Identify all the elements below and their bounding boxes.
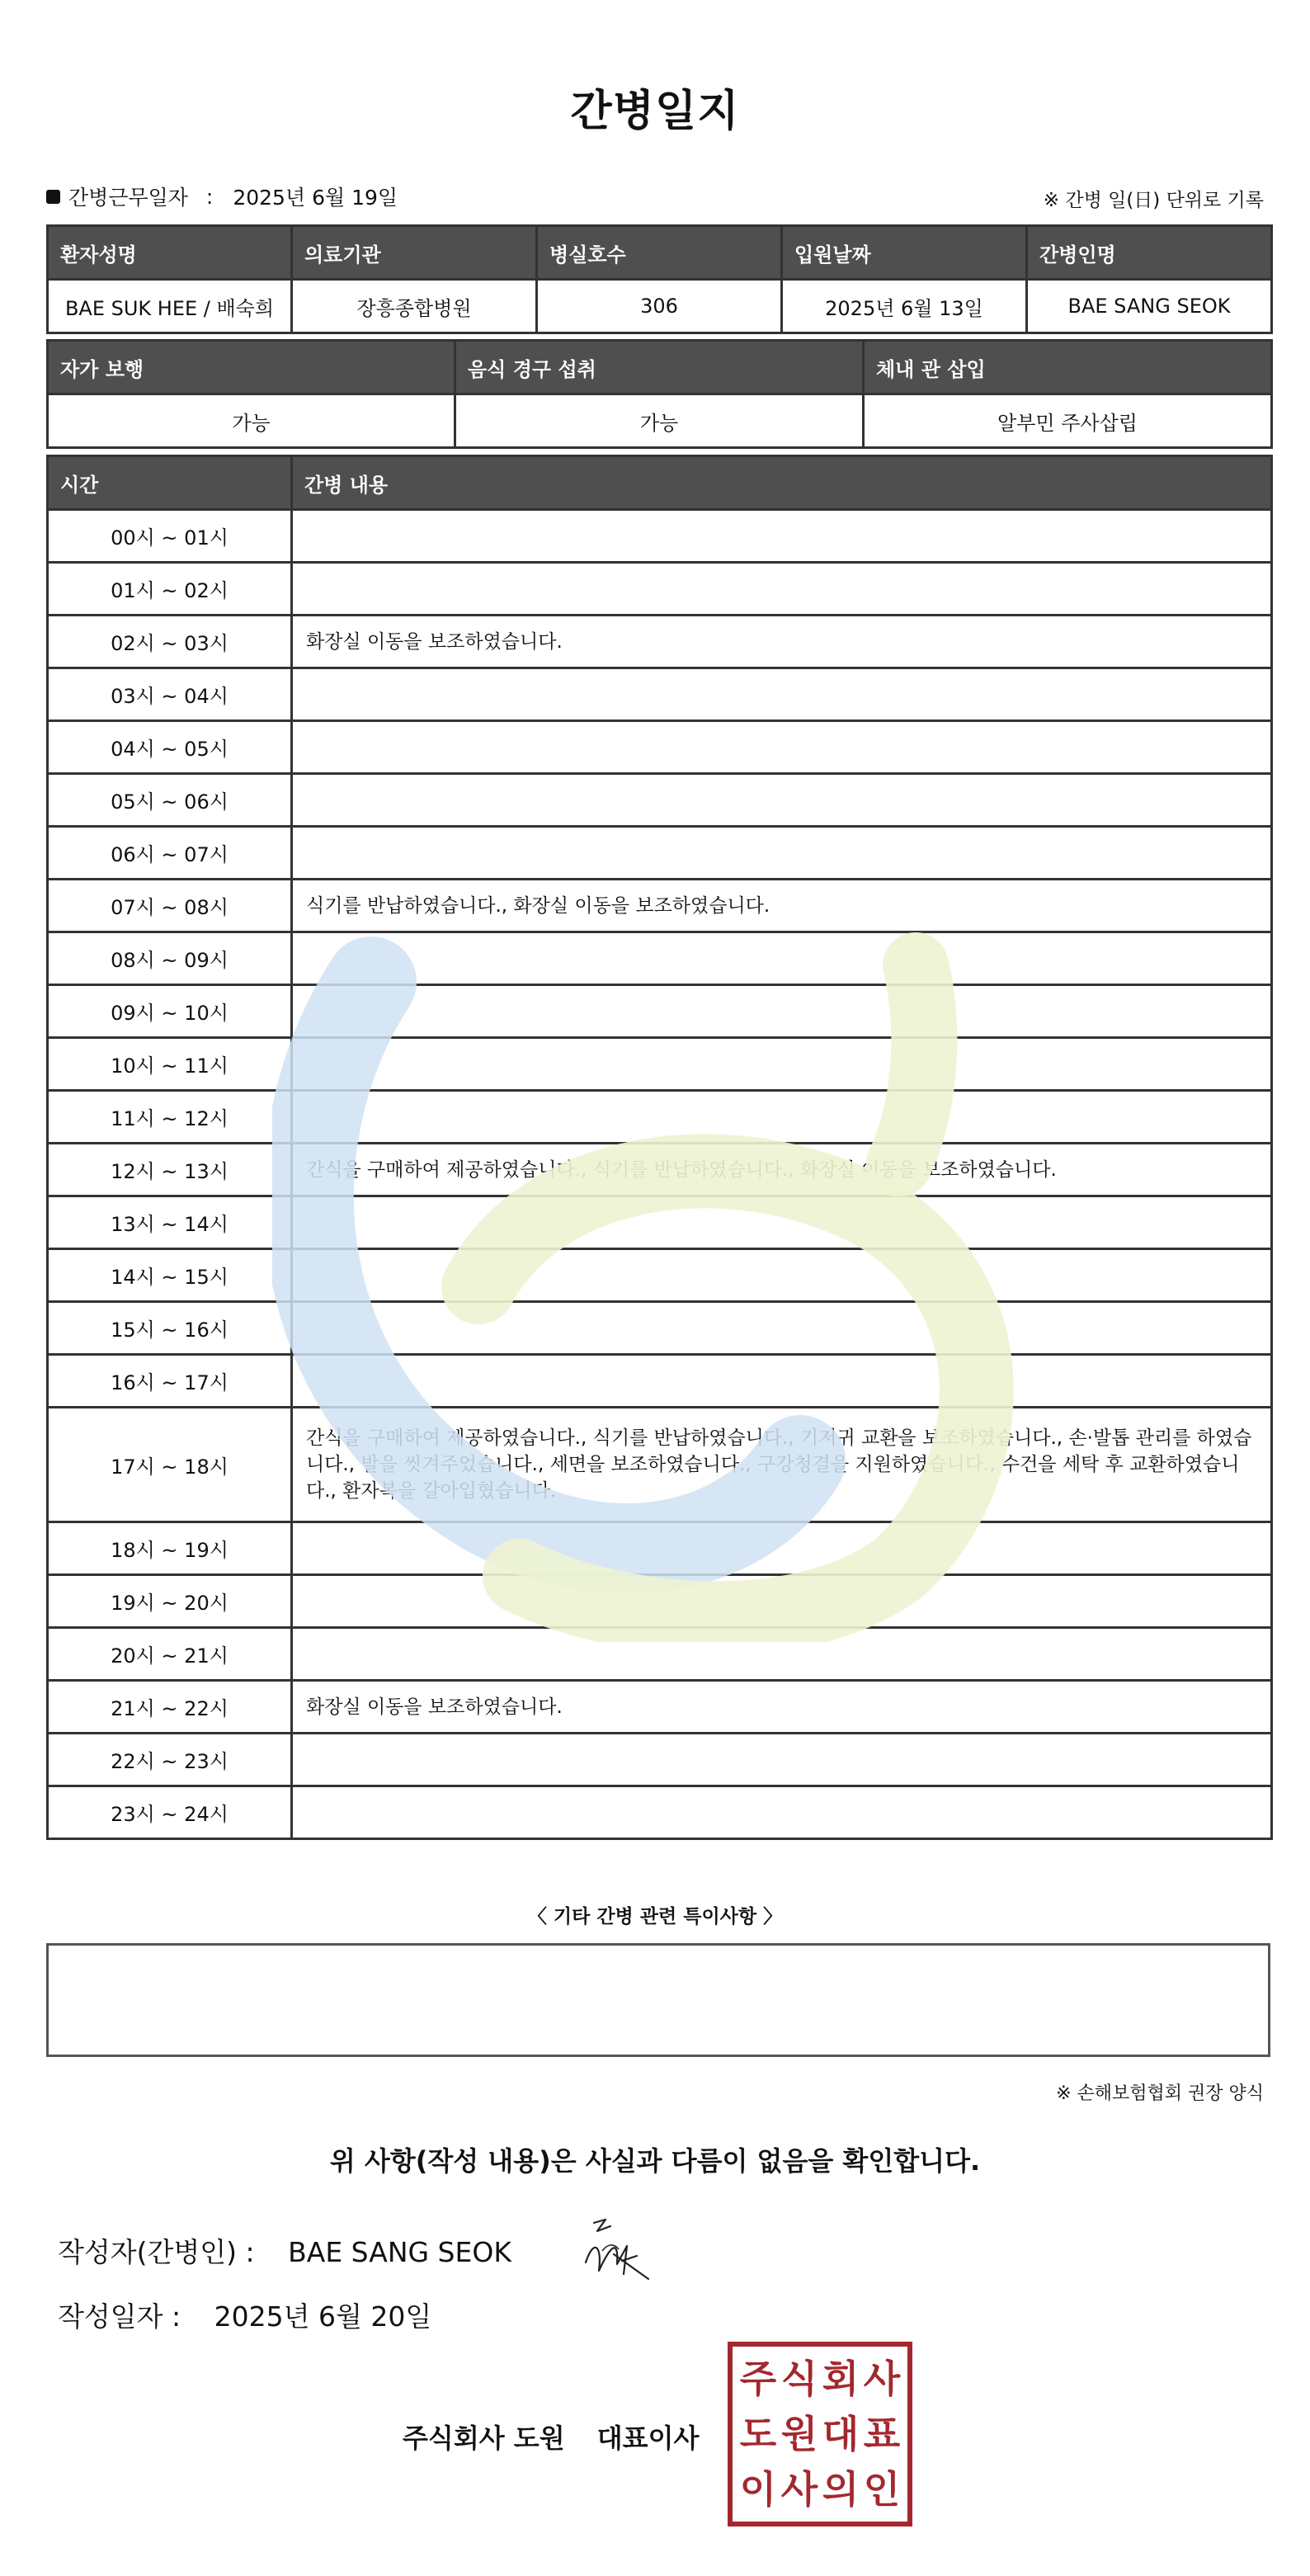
patient-status-table	[46, 339, 1273, 449]
association-note: ※ 손해보험협회 권장 양식	[1056, 2083, 1264, 2104]
table-row	[48, 985, 1272, 1038]
time-slot: 06시 ~ 07시	[48, 827, 292, 880]
table-row	[48, 1681, 1272, 1734]
seal-character: 사	[863, 2357, 901, 2402]
care-content	[292, 1355, 1272, 1408]
table-row	[48, 827, 1272, 880]
care-log-table	[46, 455, 1273, 1840]
time-slot: 15시 ~ 16시	[48, 1302, 292, 1355]
care-content	[292, 985, 1272, 1038]
care-content: 식기를 반납하였습니다., 화장실 이동을 보조하였습니다.	[292, 880, 1272, 932]
time-slot: 00시 ~ 01시	[48, 510, 292, 563]
table-row	[48, 1408, 1272, 1522]
care-content	[292, 721, 1272, 774]
header-room-number: 병실호수	[537, 226, 782, 280]
seal-character: 인	[863, 2466, 901, 2512]
time-slot: 12시 ~ 13시	[48, 1144, 292, 1196]
table-row	[48, 1734, 1272, 1786]
care-content: 간식을 구매하여 제공하였습니다., 식기를 반납하였습니다., 기저귀 교환을 보조하였습니다., 손·발톱 관리를 하였습니다., 발을 씻겨주었습니다., 세면을 보조하였습니다., 구강청결을 지원하였습니다., 수건을 세탁 후 교환하였습니다., 환자복을 갈아입혔습니다.	[292, 1408, 1272, 1522]
header-patient-name: 환자성명	[48, 226, 292, 280]
care-content	[292, 1575, 1272, 1628]
table-row	[48, 1355, 1272, 1408]
table-row	[48, 1628, 1272, 1681]
care-content: 화장실 이동을 보조하였습니다.	[292, 616, 1272, 668]
header-caregiver-name: 간병인명	[1027, 226, 1272, 280]
table-row	[48, 1144, 1272, 1196]
work-date	[46, 182, 398, 211]
patient-name: BAE SUK HEE / 배숙희	[48, 280, 292, 333]
table-row	[48, 563, 1272, 616]
company-title: 대표이사	[596, 2423, 700, 2454]
seal-character: 표	[863, 2411, 901, 2456]
header-time: 시간	[48, 456, 292, 510]
seal-character: 대	[822, 2411, 860, 2456]
table-row	[48, 1038, 1272, 1091]
header-admission-date: 입원날짜	[782, 226, 1027, 280]
seal-character: 회	[822, 2357, 860, 2402]
seal-character: 도	[739, 2411, 777, 2456]
time-slot: 22시 ~ 23시	[48, 1734, 292, 1786]
seal-character: 이	[739, 2466, 777, 2512]
seal-character: 의	[822, 2466, 860, 2512]
care-content	[292, 932, 1272, 985]
seal-character: 사	[780, 2466, 818, 2512]
document-title: 간병일지	[570, 87, 740, 136]
care-content	[292, 1522, 1272, 1575]
time-slot: 21시 ~ 22시	[48, 1681, 292, 1734]
company-name: 주식회사 도원	[403, 2423, 565, 2454]
filled-square-icon	[46, 190, 60, 204]
caregiver-name: BAE SANG SEOK	[1027, 280, 1272, 333]
time-slot: 19시 ~ 20시	[48, 1575, 292, 1628]
time-slot: 10시 ~ 11시	[48, 1038, 292, 1091]
care-content	[292, 510, 1272, 563]
table-row	[48, 1196, 1272, 1249]
care-content	[292, 1786, 1272, 1839]
written-date-value: 2025년 6월 20일	[214, 2300, 432, 2333]
unit-note: ※ 간병 일(日) 단위로 기록	[1043, 190, 1264, 211]
seal-character: 원	[780, 2411, 818, 2456]
written-date-label: 작성일자 :	[58, 2300, 181, 2333]
care-content: 화장실 이동을 보조하였습니다.	[292, 1681, 1272, 1734]
table-row	[48, 774, 1272, 827]
room-number: 306	[537, 280, 782, 333]
table-row	[48, 616, 1272, 668]
seal-character: 식	[780, 2357, 818, 2402]
company-seal	[728, 2342, 912, 2526]
time-slot: 09시 ~ 10시	[48, 985, 292, 1038]
time-slot: 16시 ~ 17시	[48, 1355, 292, 1408]
special-notes-box	[46, 1943, 1270, 2057]
header-tube-insertion: 체내 관 삽입	[864, 341, 1272, 394]
table-row	[48, 1249, 1272, 1302]
time-slot: 07시 ~ 08시	[48, 880, 292, 932]
work-date-label: 간병근무일자	[68, 186, 188, 210]
time-slot: 04시 ~ 05시	[48, 721, 292, 774]
time-slot: 17시 ~ 18시	[48, 1408, 292, 1522]
time-slot: 03시 ~ 04시	[48, 668, 292, 721]
header-hospital: 의료기관	[292, 226, 537, 280]
self-walking-value: 가능	[48, 394, 455, 448]
special-notes-title: 〈 기타 간병 관련 특이사항 〉	[527, 1906, 783, 1927]
header-self-walking: 자가 보행	[48, 341, 455, 394]
table-row	[48, 1786, 1272, 1839]
time-slot: 11시 ~ 12시	[48, 1091, 292, 1144]
care-content	[292, 668, 1272, 721]
care-content	[292, 1628, 1272, 1681]
care-content	[292, 1249, 1272, 1302]
writer-name: BAE SANG SEOK	[288, 2236, 511, 2268]
hospital: 장흥종합병원	[292, 280, 537, 333]
time-slot: 23시 ~ 24시	[48, 1786, 292, 1839]
oral-intake-value: 가능	[455, 394, 864, 448]
time-slot: 14시 ~ 15시	[48, 1249, 292, 1302]
care-content	[292, 563, 1272, 616]
admission-date: 2025년 6월 13일	[782, 280, 1027, 333]
care-content	[292, 1091, 1272, 1144]
table-row	[48, 1302, 1272, 1355]
care-content: 간식을 구매하여 제공하였습니다., 식기를 반납하였습니다., 화장실 이동을 보조하였습니다.	[292, 1144, 1272, 1196]
care-content	[292, 1196, 1272, 1249]
writer-label: 작성자(간병인) :	[58, 2236, 255, 2268]
table-row	[48, 721, 1272, 774]
work-date-colon: :	[205, 184, 214, 209]
time-slot: 02시 ~ 03시	[48, 616, 292, 668]
table-row	[48, 668, 1272, 721]
care-content	[292, 1734, 1272, 1786]
written-date-line	[58, 2295, 431, 2334]
time-slot: 08시 ~ 09시	[48, 932, 292, 985]
time-slot: 01시 ~ 02시	[48, 563, 292, 616]
time-slot: 05시 ~ 06시	[48, 774, 292, 827]
care-content	[292, 1302, 1272, 1355]
time-slot: 20시 ~ 21시	[48, 1628, 292, 1681]
handwritten-signature	[577, 2213, 652, 2287]
care-content	[292, 827, 1272, 880]
table-row	[48, 1091, 1272, 1144]
time-slot: 13시 ~ 14시	[48, 1196, 292, 1249]
table-row	[48, 932, 1272, 985]
table-row	[48, 510, 1272, 563]
seal-character: 주	[739, 2357, 777, 2402]
confirmation-statement: 위 사항(작성 내용)은 사실과 다름이 없음을 확인합니다.	[329, 2145, 981, 2177]
header-oral-intake: 음식 경구 섭취	[455, 341, 864, 394]
time-slot: 18시 ~ 19시	[48, 1522, 292, 1575]
table-row	[48, 880, 1272, 932]
table-row	[48, 1575, 1272, 1628]
work-date-value: 2025년 6월 19일	[233, 186, 398, 210]
header-care-content: 간병 내용	[292, 456, 1272, 510]
seal-grid	[737, 2352, 902, 2517]
care-content	[292, 1038, 1272, 1091]
patient-info-table	[46, 224, 1273, 334]
company-line	[403, 2418, 699, 2456]
writer-line	[58, 2231, 511, 2270]
care-content	[292, 774, 1272, 827]
table-row	[48, 1522, 1272, 1575]
tube-insertion-value: 알부민 주사삽립	[864, 394, 1272, 448]
